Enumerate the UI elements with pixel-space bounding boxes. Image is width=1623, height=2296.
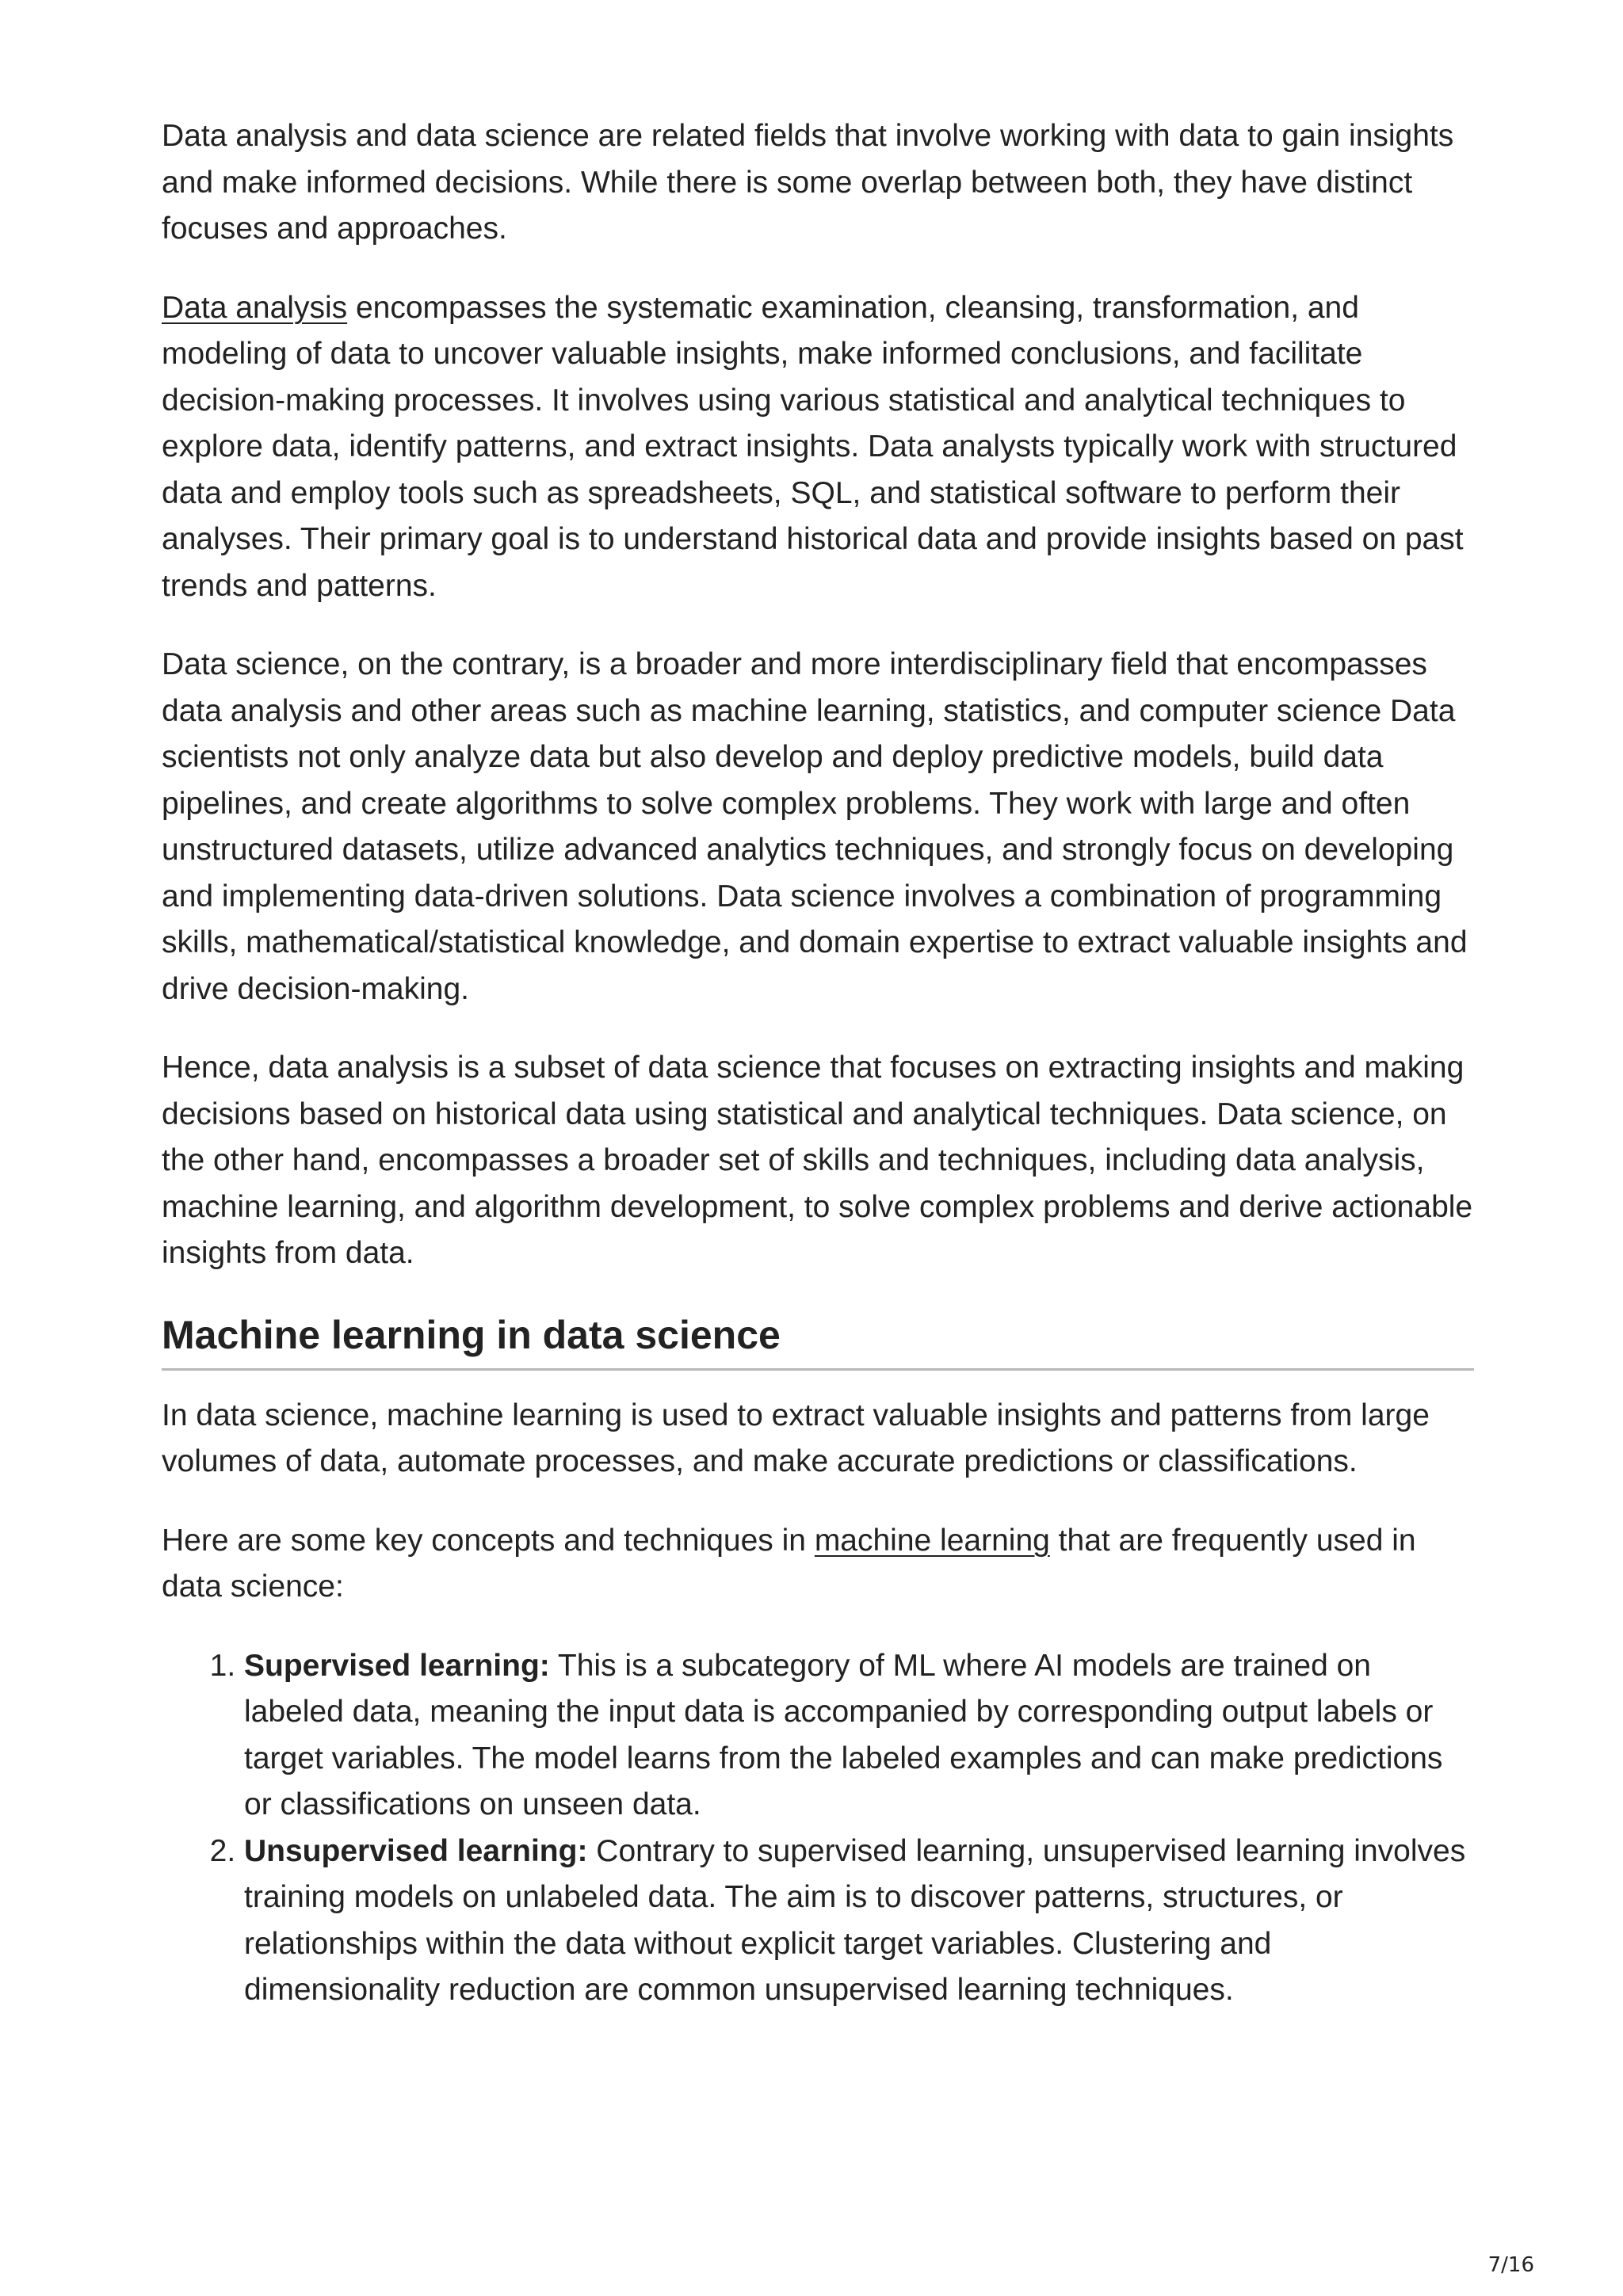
paragraph-key-concepts-after: that are frequently used in data science: xyxy=(162,1523,1416,1604)
paragraph-intro: Data analysis and data science are related fields that involve working with data to gain insights and make informed decisions. While there is some overlap between both, they have distinct focuses and approaches. xyxy=(162,119,1454,246)
paragraph-key-concepts-before: Here are some key concepts and techniques in xyxy=(162,1523,815,1558)
page-number: 7/16 xyxy=(1487,2253,1534,2277)
machine-learning-link[interactable]: machine learning xyxy=(814,1523,1050,1558)
paragraph-key-concepts xyxy=(162,1518,1474,1611)
paragraph-data-analysis xyxy=(162,285,1474,610)
list-item-term: Supervised learning: xyxy=(244,1648,550,1683)
paragraph-ml-intro: In data science, machine learning is used to extract valuable insights and patterns from large volumes of data, automate processes, and make accurate predictions or classifications. xyxy=(162,1398,1430,1478)
list-item-term: Unsupervised learning: xyxy=(244,1833,588,1868)
section-heading: Machine learning in data science xyxy=(162,1310,1474,1371)
list-item-text: This is a subcategory of ML where AI models are trained on labeled data, meaning the input data is accompanied by corresponding output labels or target variables. The model learns from the labeled examples and can make predictions or classifications on unseen data. xyxy=(244,1648,1443,1821)
list-item-text: Contrary to supervised learning, unsupervised learning involves training models on unlabeled data. The aim is to discover patterns, structures, or relationships within the data without explicit target variables. Clustering and dimensionality reduction are common unsupervised learning techniques. xyxy=(244,1833,1466,2007)
data-analysis-link[interactable]: Data analysis xyxy=(162,290,348,325)
paragraph-summary: Hence, data analysis is a subset of data science that focuses on extracting insights and making decisions based on historical data using statistical and analytical techniques. Data science, on the other hand, encompasses a broader set of skills and techniques, including data analysis, machine learning, and algorithm development, to solve complex problems and derive actionable insights from data. xyxy=(162,1051,1473,1270)
list-item-unsupervised xyxy=(244,1829,1474,2014)
paragraph-data-science: Data science, on the contrary, is a broader and more interdisciplinary field that encompasses data analysis and other areas such as machine learning, statistics, and computer science Data scientists not only analyze data but also develop and deploy predictive models, build data pipelines, and create algorithms to solve complex problems. They work with large and often unstructured datasets, utilize advanced analytics techniques, and strongly focus on developing and implementing data-driven solutions. Data science involves a combination of programming skills, mathematical/statistical knowledge, and domain expertise to extract valuable insights and drive decision-making. xyxy=(162,647,1468,1006)
paragraph-data-analysis-text: encompasses the systematic examination, cleansing, transformation, and modeling of data to uncover valuable insights, make informed conclusions, and facilitate decision-making processes. It involves using various statistical and analytical techniques to explore data, identify patterns, and extract insights. Data analysts typically work with structured data and employ tools such as spreadsheets, SQL, and statistical software to perform their analyses. Their primary goal is to understand historical data and provide insights based on past trends and patterns. xyxy=(162,290,1464,603)
article-body xyxy=(162,113,1474,2014)
concepts-list xyxy=(162,1643,1474,2014)
list-item-supervised xyxy=(244,1643,1474,1829)
